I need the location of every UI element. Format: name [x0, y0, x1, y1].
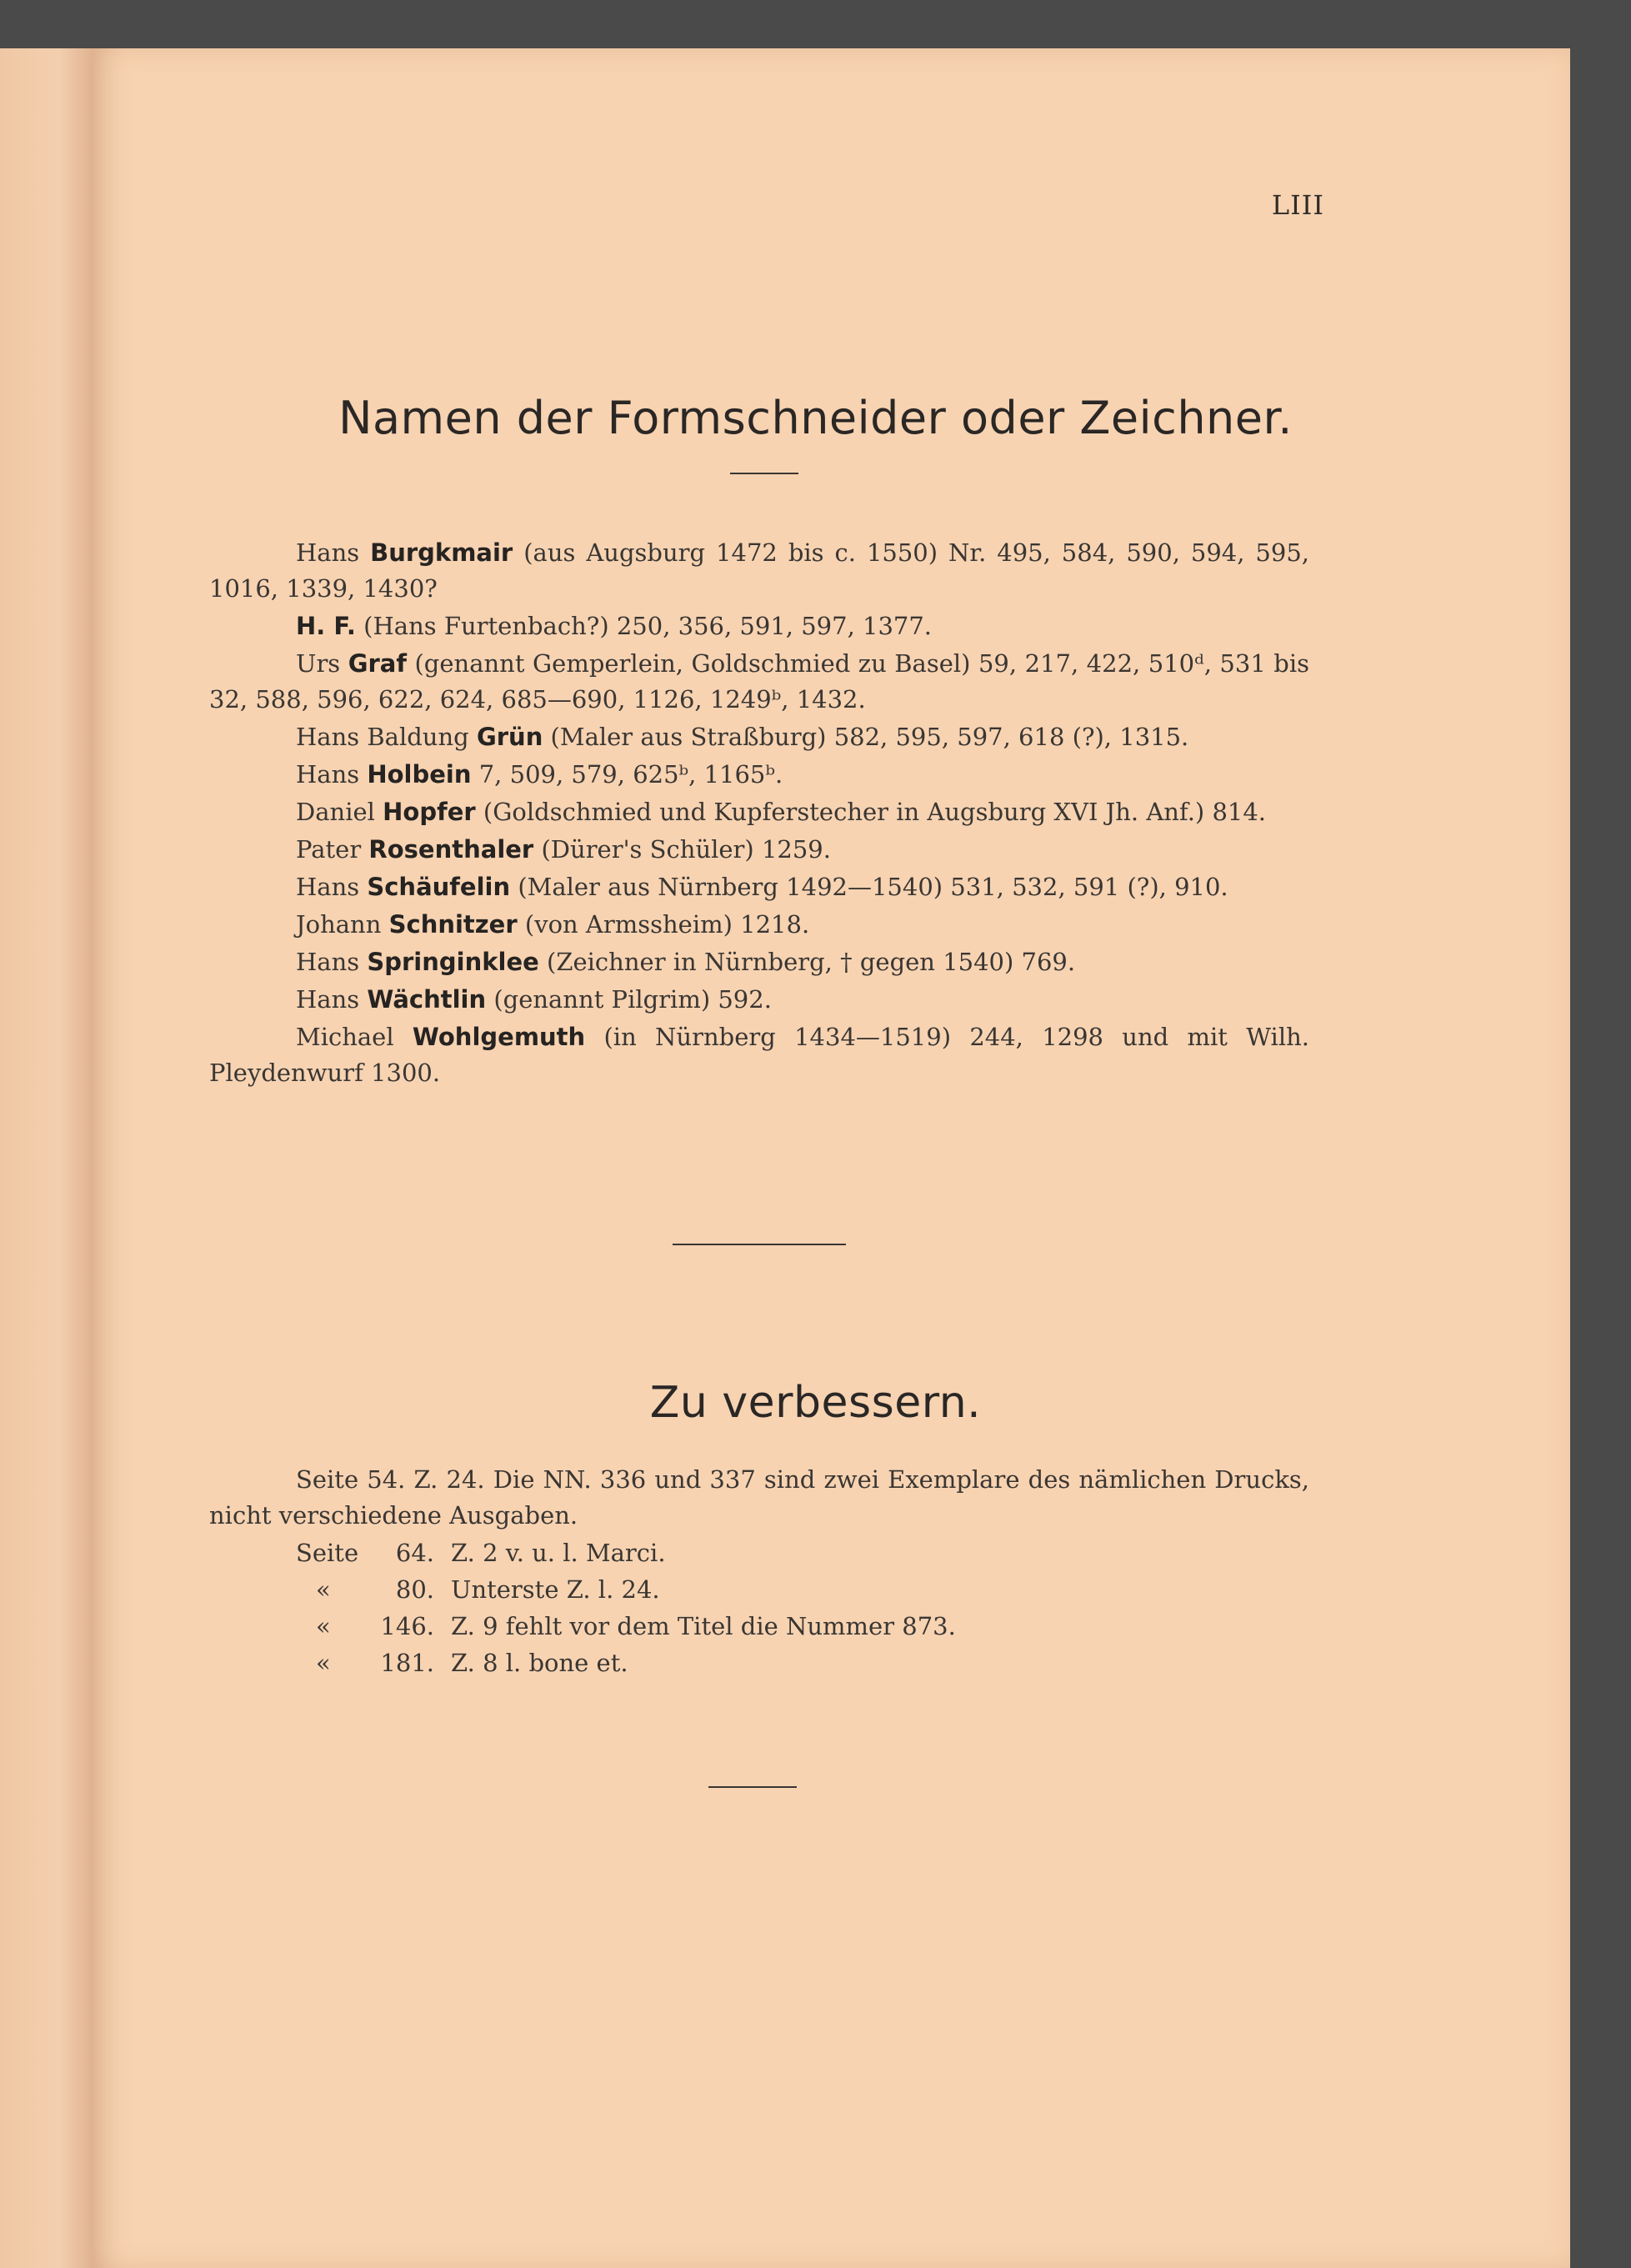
- correction-row: [209, 1572, 1309, 1609]
- name-entry: Hans Wächtlin (genannt Pilgrim) 592.: [296, 985, 772, 1014]
- artist-name: H. F.: [296, 612, 356, 640]
- corrections-heading: Zu verbessern.: [649, 1378, 982, 1428]
- page-number: LIII: [1271, 189, 1324, 221]
- correction-page: 80.: [395, 1575, 434, 1604]
- ditto-mark: «: [316, 1575, 331, 1604]
- ditto-mark: «: [316, 1612, 331, 1640]
- correction-row: [209, 1609, 1309, 1645]
- names-list: [209, 535, 1309, 1093]
- name-entry: Hans Holbein 7, 509, 579, 625ᵇ, 1165ᵇ.: [296, 760, 783, 789]
- name-entry: Hans Springinklee (Zeichner in Nürnberg, † gegen 1540) 769.: [296, 948, 1076, 976]
- closing-rule: [708, 1786, 797, 1788]
- name-entry: Hans Schäufelin (Maler aus Nürnberg 1492—1540) 531, 532, 591 (?), 910.: [296, 873, 1228, 901]
- book-page: [93, 48, 1570, 2268]
- correction-row: [209, 1645, 1309, 1682]
- artist-name: Wächtlin: [367, 985, 487, 1014]
- artist-name: Holbein: [367, 760, 472, 789]
- artist-name: Rosenthaler: [368, 835, 534, 864]
- name-entry: Johann Schnitzer (von Armssheim) 1218.: [296, 910, 810, 939]
- artist-name: Hopfer: [383, 798, 476, 826]
- artist-name: Schäufelin: [367, 873, 511, 901]
- correction-text: Z. 8 l. bone et.: [451, 1649, 628, 1677]
- facing-page-edge: [0, 48, 98, 2268]
- corrections-list: [209, 1462, 1309, 1682]
- artist-name: Springinklee: [367, 948, 539, 976]
- name-entry: Hans Burgkmair (aus Augsburg 1472 bis c. 1550) Nr. 495, 584, 590, 594, 595, 1016, 1339, 1430?: [209, 538, 1309, 603]
- correction-text: Z. 2 v. u. l. Marci.: [451, 1539, 666, 1567]
- name-entry: H. F. (Hans Furtenbach?) 250, 356, 591, 597, 1377.: [296, 612, 933, 640]
- heading-rule: [730, 473, 798, 474]
- artist-name: Grün: [476, 723, 543, 751]
- correction-page: 146.: [380, 1612, 434, 1640]
- correction-page: 181.: [380, 1649, 434, 1677]
- names-heading: Namen der Formschneider oder Zeichner.: [338, 392, 1293, 444]
- name-entry: Daniel Hopfer (Goldschmied und Kupferstecher in Augsburg XVI Jh. Anf.) 814.: [296, 798, 1267, 826]
- name-entry: Hans Baldung Grün (Maler aus Straßburg) 582, 595, 597, 618 (?), 1315.: [296, 723, 1189, 751]
- artist-name: Schnitzer: [388, 910, 518, 939]
- correction-entry: Seite 54. Z. 24. Die NN. 336 und 337 sind zwei Exemplare des nämlichen Drucks, nicht verschiedene Ausgaben.: [209, 1465, 1309, 1530]
- correction-text: Unterste Z. l. 24.: [451, 1575, 660, 1604]
- artist-name: Burgkmair: [370, 538, 513, 567]
- artist-name: Wohlgemuth: [412, 1023, 586, 1051]
- correction-text: Z. 9 fehlt vor dem Titel die Nummer 873.: [451, 1612, 956, 1640]
- name-entry: Pater Rosenthaler (Dürer's Schüler) 1259.: [296, 835, 831, 864]
- correction-marker: Seite: [296, 1539, 359, 1567]
- correction-page: 64.: [395, 1539, 434, 1567]
- name-entry: Michael Wohlgemuth (in Nürnberg 1434—1519) 244, 1298 und mit Wilh. Pleydenwurf 1300.: [209, 1023, 1309, 1087]
- correction-row: [209, 1535, 1309, 1572]
- ditto-mark: «: [316, 1649, 331, 1677]
- section-rule: [673, 1244, 846, 1245]
- artist-name: Graf: [348, 649, 407, 678]
- name-entry: Urs Graf (genannt Gemperlein, Goldschmied zu Basel) 59, 217, 422, 510ᵈ, 531 bis 32, 588, 596, 622, 624, 685—690, 1126, 1249ᵇ, 1432.: [209, 649, 1309, 713]
